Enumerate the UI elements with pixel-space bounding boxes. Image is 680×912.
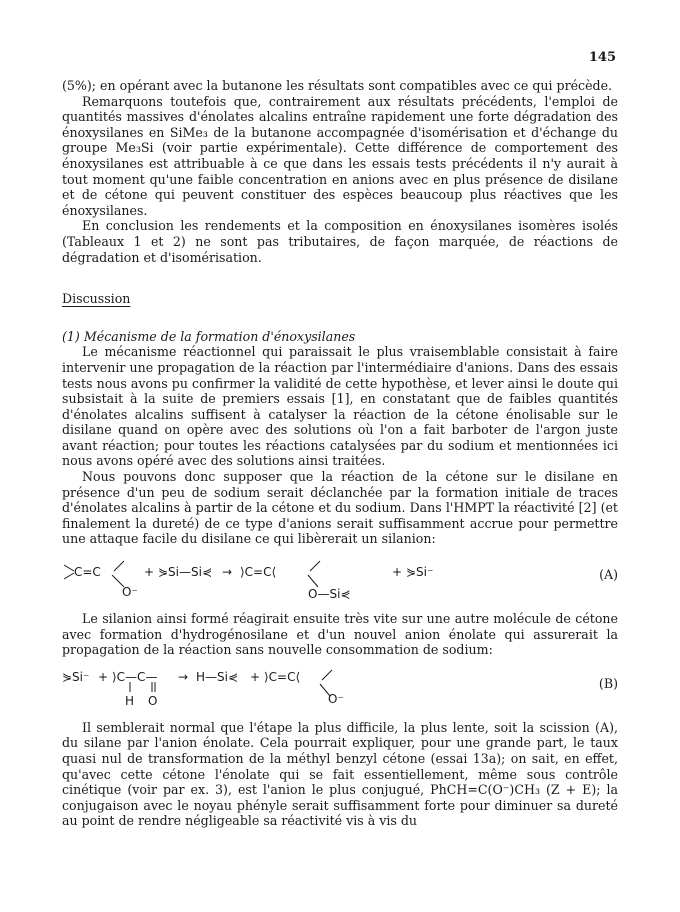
reaction-b-enolate: ⟩C=C⟨	[264, 669, 301, 684]
reaction-b-hydrosilane: H—Si⋞	[196, 669, 239, 684]
reaction-a-o-si: O—Si⋞	[308, 587, 351, 602]
reaction-a-plus-1: +	[144, 565, 155, 580]
paragraph-conclusion: En conclusion les rendements et la composition en énoxysilanes isomères isolés (Tableaux 1 et 2) ne sont pas tributaires, de façon marquée, de réactions de dégradation et d'isomérisation.	[62, 218, 618, 265]
paragraph-hypothesis: Nous pouvons donc supposer que la réaction de la cétone sur le disilane en présence d'un peu de sodium serait déclanchée par la formation initiale de traces d'énolates alcalins à partir de la cétone et du sodium. Dans l'HMPT la réactivité [2] (et finalement la dureté) de ce type d'anions serait suffisamment accrue pour permettre une attaque facile du disilane ce qui libèrerait un silanion:	[62, 469, 618, 547]
page-body	[62, 78, 618, 829]
paragraph-continuation: (5%); en opérant avec la butanone les résultats sont compatibles avec ce qui précède.	[62, 78, 613, 93]
reaction-b	[62, 666, 618, 710]
reaction-b-label: (B)	[598, 675, 618, 691]
reaction-b-ketone: ⟩C—C—	[112, 669, 158, 684]
paragraph-mechanism: Le mécanisme réactionnel qui paraissait le plus vraisemblable consistait à faire intervenir une propagation de la réaction par l'intermédiaire d'anions. Dans des essais tests nous avons pu confirmer la validité de cette hypothèse, et lever ainsi le doute qui subsistait à la suite de premiers essais [1], en constatant que de faibles quantités d'énolates alcalins suffisent à catalyser la réaction de la cétone énolisable sur le disilane quand on opère avec des solutions où l'on a fait barboter de l'argon juste avant réaction; pour toutes les réactions catalysées par du sodium et mentionnées ici nous avons opéré avec des solutions ainsi traitées.	[62, 344, 618, 469]
reaction-b-plus-1: +	[98, 669, 109, 684]
reaction-a-silanion: ⋟Si⁻	[406, 565, 434, 580]
section-heading: Discussion	[62, 291, 131, 307]
reaction-a-plus-2: +	[392, 565, 403, 580]
reaction-b-arrow: →	[178, 669, 189, 684]
paragraph-kinetics: Il semblerait normal que l'étape la plus difficile, la plus lente, soit la scission (A), du silane par l'anion énolate. Cela pourrait expliquer, pour une grande part, le taux quasi nul de transformation de la méthyl benzyl cétone (essai 13a); on sait, en effet, qu'avec cette cétone l'énolate qui se fait essentiellement, même sous contrôle cinétique (voir par ex. 3), est l'anion le plus conjugué, PhCH=C(O⁻)CH₃ (Z + E); la conjugaison avec le noyau phényle serait suffisamment forte pour diminuer sa dureté au point de rendre négligeable sa réactivité vis à vis du	[62, 719, 618, 829]
reaction-a-disilane: ⋟Si—Si⋞	[158, 565, 213, 580]
reaction-b-o-minus: O⁻	[328, 691, 344, 706]
reaction-b-h: H	[125, 693, 135, 708]
reaction-b-o: O	[148, 693, 158, 708]
page-number: 145	[588, 50, 616, 65]
paragraph-silanion: Le silanion ainsi formé réagirait ensuite très vite sur une autre molécule de cétone avec formation d'hydrogénosilane et d'un nouvel anion énolate qui assurerait la propagation de la réaction sans nouvelle consommation de sodium:	[62, 611, 618, 658]
reaction-a: C=C O⁻ + ⋟Si—Si⋞ → ⟩C=C⟨ O—Si⋞ + ⋟Si⁻ (A)	[62, 557, 618, 605]
reaction-a-enolsilane: ⟩C=C⟨	[240, 565, 277, 580]
paragraph-remarks: Remarquons toutefois que, contrairement aux résultats précédents, l'emploi de quantités massives d'énolates alcalins entraîne rapidement une forte dégradation des énoxysilanes en SiMe₃ de la butanone accompagnée d'isomérisation et d'échange du groupe Me₃Si (voir partie expérimentale). Cette différence de comportement des énoxysilanes est attribuable à ce que dans les essais tests précédents il n'y aurait à tout moment qu'une faible concentration en anions avec en plus présence de disilane et de cétone qui peuvent constituer des espèces beaucoup plus réactives que les énoxysilanes.	[62, 93, 618, 218]
reaction-b-plus-2: +	[250, 669, 261, 684]
reaction-a-label: (A)	[599, 567, 618, 583]
reaction-a-o-minus: O⁻	[122, 585, 138, 600]
reaction-a-arrow: →	[222, 565, 233, 580]
subsection-heading: (1) Mécanisme de la formation d'énoxysilanes	[62, 328, 356, 344]
reaction-b-silanion: ⋟Si⁻	[62, 669, 90, 684]
